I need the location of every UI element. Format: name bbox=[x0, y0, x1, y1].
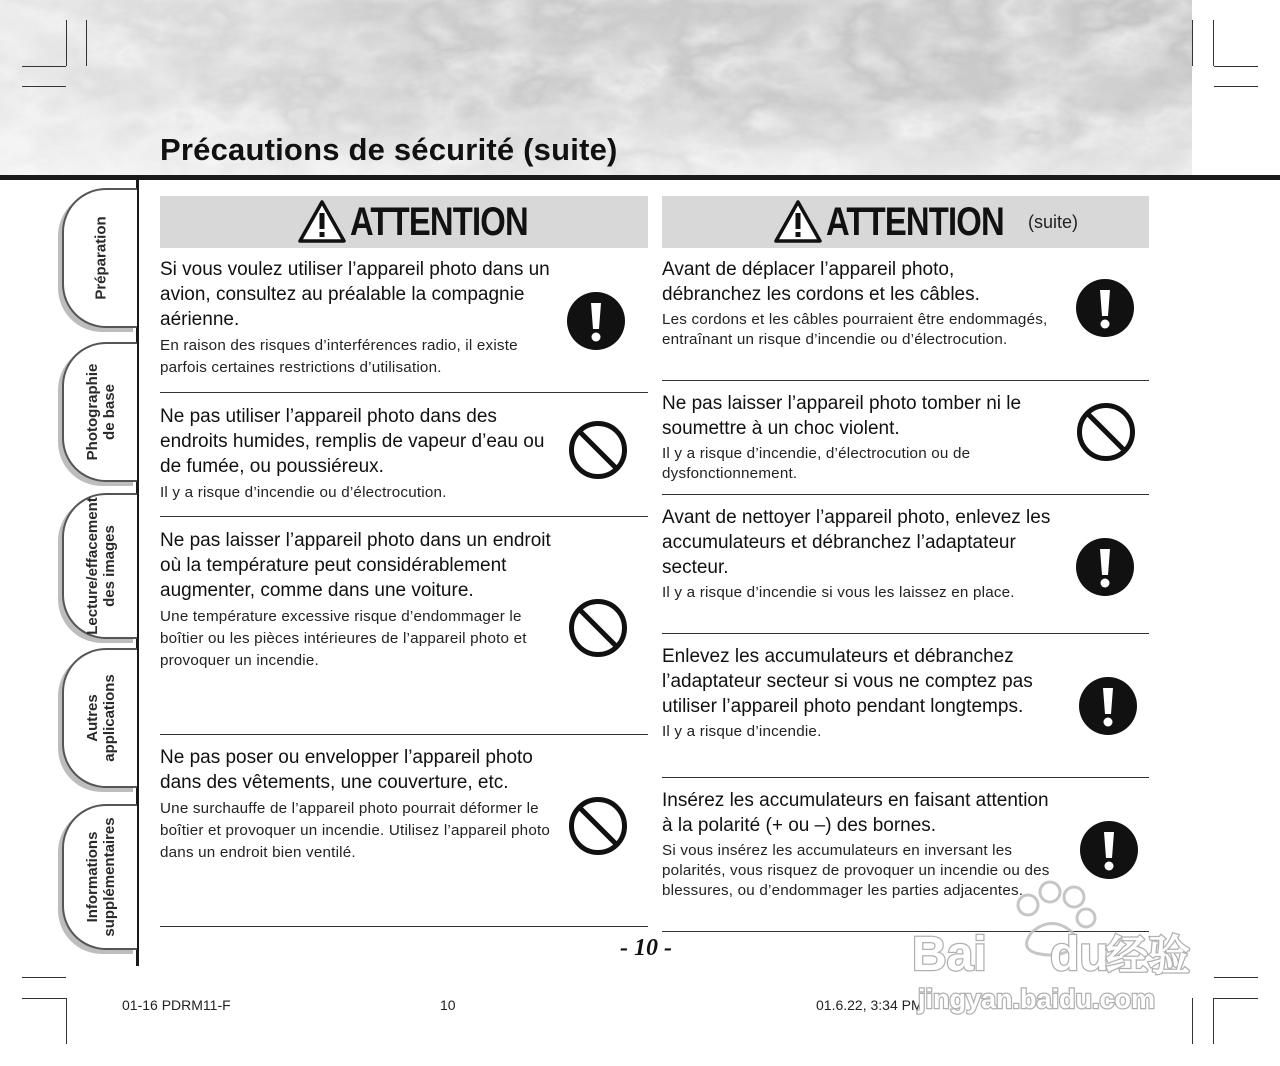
side-tab-autres[interactable] bbox=[62, 648, 137, 788]
crop-mark bbox=[22, 86, 66, 87]
page-number: - 10 - bbox=[620, 935, 672, 961]
precaution-body: Une surchauffe de l’appareil photo pourrait déformer le boîtier et provoquer un incendie. Utilisez l’appareil photo dans un endroit bien ventilé. bbox=[160, 800, 551, 861]
header-rule bbox=[0, 175, 1280, 180]
crop-mark bbox=[1214, 66, 1258, 67]
precaution-body: Si vous insérez les accumulateurs en inversant les polarités, vous risquez de provoquer un incendie ou des blessures, ou d’endommager les parties adjacentes. bbox=[662, 842, 1050, 899]
tab-label: de base bbox=[100, 384, 118, 440]
side-tab-photographie[interactable] bbox=[62, 342, 137, 482]
precaution-heading: Avant de nettoyer l’appareil photo, enlevez les accumulateurs et débranchez l’adaptateur secteur. bbox=[662, 507, 1051, 578]
precaution-body: Il y a risque d’incendie, d’électrocution ou de dysfonctionnement. bbox=[662, 445, 971, 482]
precaution-item bbox=[160, 257, 556, 379]
precaution-body: Il y a risque d’incendie si vous les laissez en place. bbox=[662, 584, 1015, 601]
precaution-heading: Ne pas poser ou envelopper l’appareil photo dans des vêtements, une couverture, etc. bbox=[160, 747, 533, 793]
item-separator bbox=[160, 516, 648, 517]
footer-timestamp: 01.6.22, 3:34 PM bbox=[816, 997, 923, 1013]
precaution-body: En raison des risques d’interférences radio, il existe parfois certaines restrictions d’utilisation. bbox=[160, 337, 518, 376]
crop-mark bbox=[22, 977, 66, 978]
tab-label: Préparation bbox=[92, 216, 109, 300]
item-separator bbox=[160, 392, 648, 393]
precaution-heading: Enlevez les accumulateurs et débranchez l’adaptateur secteur si vous ne comptez pas utiliser l’appareil photo pendant longtemps. bbox=[662, 646, 1033, 717]
attention-title: ATTENTION bbox=[350, 199, 528, 244]
mandatory-icon bbox=[566, 291, 626, 351]
baidu-watermark bbox=[900, 870, 1210, 1020]
attention-banner-left bbox=[160, 196, 648, 248]
precaution-item bbox=[160, 745, 556, 864]
tab-label: Lecture/effacement bbox=[83, 497, 101, 635]
precaution-heading: Ne pas utiliser l’appareil photo dans des endroits humides, remplis de vapeur d’eau ou de fumée, ou poussiéreux. bbox=[160, 406, 545, 477]
precaution-body: Il y a risque d’incendie. bbox=[662, 723, 822, 740]
crop-mark bbox=[22, 998, 66, 999]
precaution-item bbox=[662, 644, 1054, 742]
precaution-item bbox=[160, 404, 556, 504]
side-tab-informations[interactable] bbox=[62, 804, 137, 950]
warning-triangle-icon bbox=[774, 200, 822, 244]
watermark-brand-cn: 经验 bbox=[1106, 932, 1191, 979]
side-tab-lecture[interactable] bbox=[62, 493, 137, 639]
watermark-url: jingyan.baidu.com bbox=[918, 984, 1156, 1014]
prohibited-icon bbox=[568, 598, 628, 658]
precaution-heading: Avant de déplacer l’appareil photo, débranchez les cordons et les câbles. bbox=[662, 259, 980, 305]
precaution-item bbox=[160, 528, 556, 672]
crop-mark bbox=[1214, 998, 1258, 999]
item-separator bbox=[662, 633, 1149, 634]
item-separator bbox=[160, 734, 648, 735]
mandatory-icon bbox=[1075, 537, 1135, 597]
warning-triangle-icon bbox=[298, 200, 346, 244]
prohibited-icon bbox=[1076, 402, 1136, 462]
crop-mark bbox=[1214, 86, 1258, 87]
page-title: Précautions de sécurité (suite) bbox=[160, 132, 618, 167]
watermark-brand-du: du bbox=[1050, 928, 1109, 981]
crop-mark bbox=[66, 20, 67, 66]
item-separator bbox=[662, 494, 1149, 495]
crop-mark bbox=[1213, 20, 1214, 66]
attention-suffix: (suite) bbox=[1028, 212, 1079, 232]
tab-label: applications bbox=[100, 674, 118, 762]
item-separator bbox=[662, 380, 1149, 381]
precaution-item bbox=[662, 391, 1054, 484]
precaution-body: Il y a risque d’incendie ou d’électrocution. bbox=[160, 484, 447, 501]
precaution-item bbox=[662, 257, 1054, 350]
mandatory-icon bbox=[1078, 676, 1138, 736]
tab-label: Photographie bbox=[83, 363, 101, 461]
watermark-brand: Bai bbox=[912, 928, 987, 981]
mandatory-icon bbox=[1075, 278, 1135, 338]
footer-file-id: 01-16 PDRM11-F bbox=[122, 997, 231, 1013]
crop-mark bbox=[1213, 998, 1214, 1044]
precaution-item bbox=[662, 505, 1054, 603]
crop-mark bbox=[1214, 977, 1258, 978]
crop-mark bbox=[86, 20, 87, 66]
precaution-heading: Ne pas laisser l’appareil photo dans un endroit où la température peut considérablement augmenter, comme dans une voiture. bbox=[160, 530, 551, 601]
side-tab-preparation[interactable] bbox=[62, 188, 137, 328]
item-separator bbox=[662, 777, 1149, 778]
precaution-heading: Ne pas laisser l’appareil photo tomber ni le soumettre à un choc violent. bbox=[662, 393, 1022, 439]
crop-mark bbox=[66, 998, 67, 1044]
crop-mark bbox=[1192, 20, 1193, 66]
precaution-body: Une température excessive risque d’endommager le boîtier ou les pièces intérieures de l’appareil photo et provoquer un incendie. bbox=[160, 608, 527, 669]
tab-label: Informations bbox=[83, 831, 101, 923]
footer-page: 10 bbox=[440, 997, 456, 1013]
prohibited-icon bbox=[568, 796, 628, 856]
precaution-heading: Si vous voulez utiliser l’appareil photo dans un avion, consultez au préalable la compagnie aérienne. bbox=[160, 259, 550, 330]
attention-title: ATTENTION bbox=[826, 199, 1004, 244]
tab-label: supplémentaires bbox=[100, 817, 118, 937]
prohibited-icon bbox=[568, 420, 628, 480]
item-separator bbox=[160, 926, 648, 927]
precaution-heading: Insérez les accumulateurs en faisant attention à la polarité (+ ou –) des bornes. bbox=[662, 790, 1049, 836]
precaution-body: Les cordons et les câbles pourraient être endommagés, entraînant un risque d’incendie ou d’électrocution. bbox=[662, 311, 1048, 348]
crop-mark bbox=[22, 66, 66, 67]
tab-label: des images bbox=[100, 525, 118, 607]
tab-label: Autres bbox=[83, 694, 101, 742]
